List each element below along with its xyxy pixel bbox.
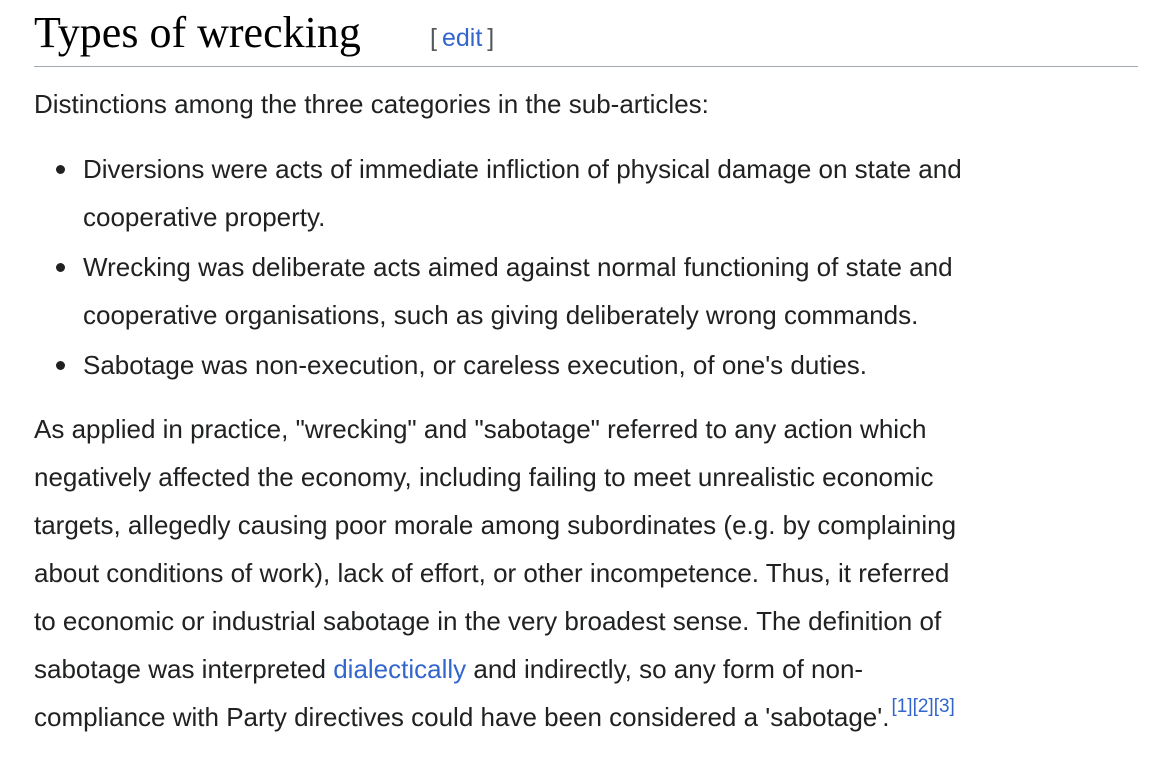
references	[891, 696, 954, 717]
list-item	[34, 341, 1138, 389]
list-item	[34, 145, 1138, 241]
dialectically-link[interactable]: dialectically	[333, 654, 467, 684]
paragraph-line: about conditions of work), lack of effort, or other incompetence. Thus, it referred	[34, 558, 950, 588]
reference-link-3[interactable]: [3]	[933, 696, 955, 718]
edit-bracket-close: ]	[487, 24, 495, 52]
paragraph-line: negatively affected the economy, including failing to meet unrealistic economic	[34, 462, 934, 492]
reference-link-2[interactable]: [2]	[912, 696, 934, 718]
list-item-line: Wrecking was deliberate acts aimed against normal functioning of state and	[83, 252, 953, 282]
paragraph-line: to economic or industrial sabotage in the very broadest sense. The definition of	[34, 606, 942, 636]
edit-section	[430, 22, 494, 54]
paragraph-text: and indirectly, so any form of non-	[466, 654, 864, 684]
list-item-line: cooperative property.	[83, 202, 326, 232]
reference-link-1[interactable]: [1]	[891, 696, 913, 718]
list-item-line: cooperative organisations, such as giving deliberately wrong commands.	[83, 300, 919, 330]
bullet-icon	[56, 165, 65, 174]
paragraph-line: targets, allegedly causing poor morale among subordinates (e.g. by complaining	[34, 510, 957, 540]
bullet-icon	[56, 361, 65, 370]
intro-text: Distinctions among the three categories in the sub-articles:	[34, 89, 709, 119]
edit-bracket-open: [	[430, 24, 437, 52]
article-section	[34, 0, 1138, 732]
list-item	[34, 243, 1138, 339]
paragraph-text: sabotage was interpreted	[34, 654, 334, 684]
list-item-line: Sabotage was non-execution, or careless execution, of one's duties.	[83, 350, 867, 380]
paragraph-line: As applied in practice, "wrecking" and "sabotage" referred to any action which	[34, 414, 927, 444]
list-item-line: Diversions were acts of immediate infliction of physical damage on state and	[83, 154, 962, 184]
paragraph-line	[34, 693, 1138, 741]
bullet-icon	[56, 263, 65, 272]
body-paragraph	[34, 405, 1138, 741]
paragraph-text: compliance with Party directives could have been considered a 'sabotage'.	[34, 702, 890, 732]
edit-link[interactable]: edit	[441, 24, 483, 52]
section-heading: Types of wrecking	[34, 8, 361, 57]
types-list	[34, 145, 1138, 391]
paragraph-line	[34, 645, 1138, 693]
section-heading-row	[34, 0, 1138, 67]
